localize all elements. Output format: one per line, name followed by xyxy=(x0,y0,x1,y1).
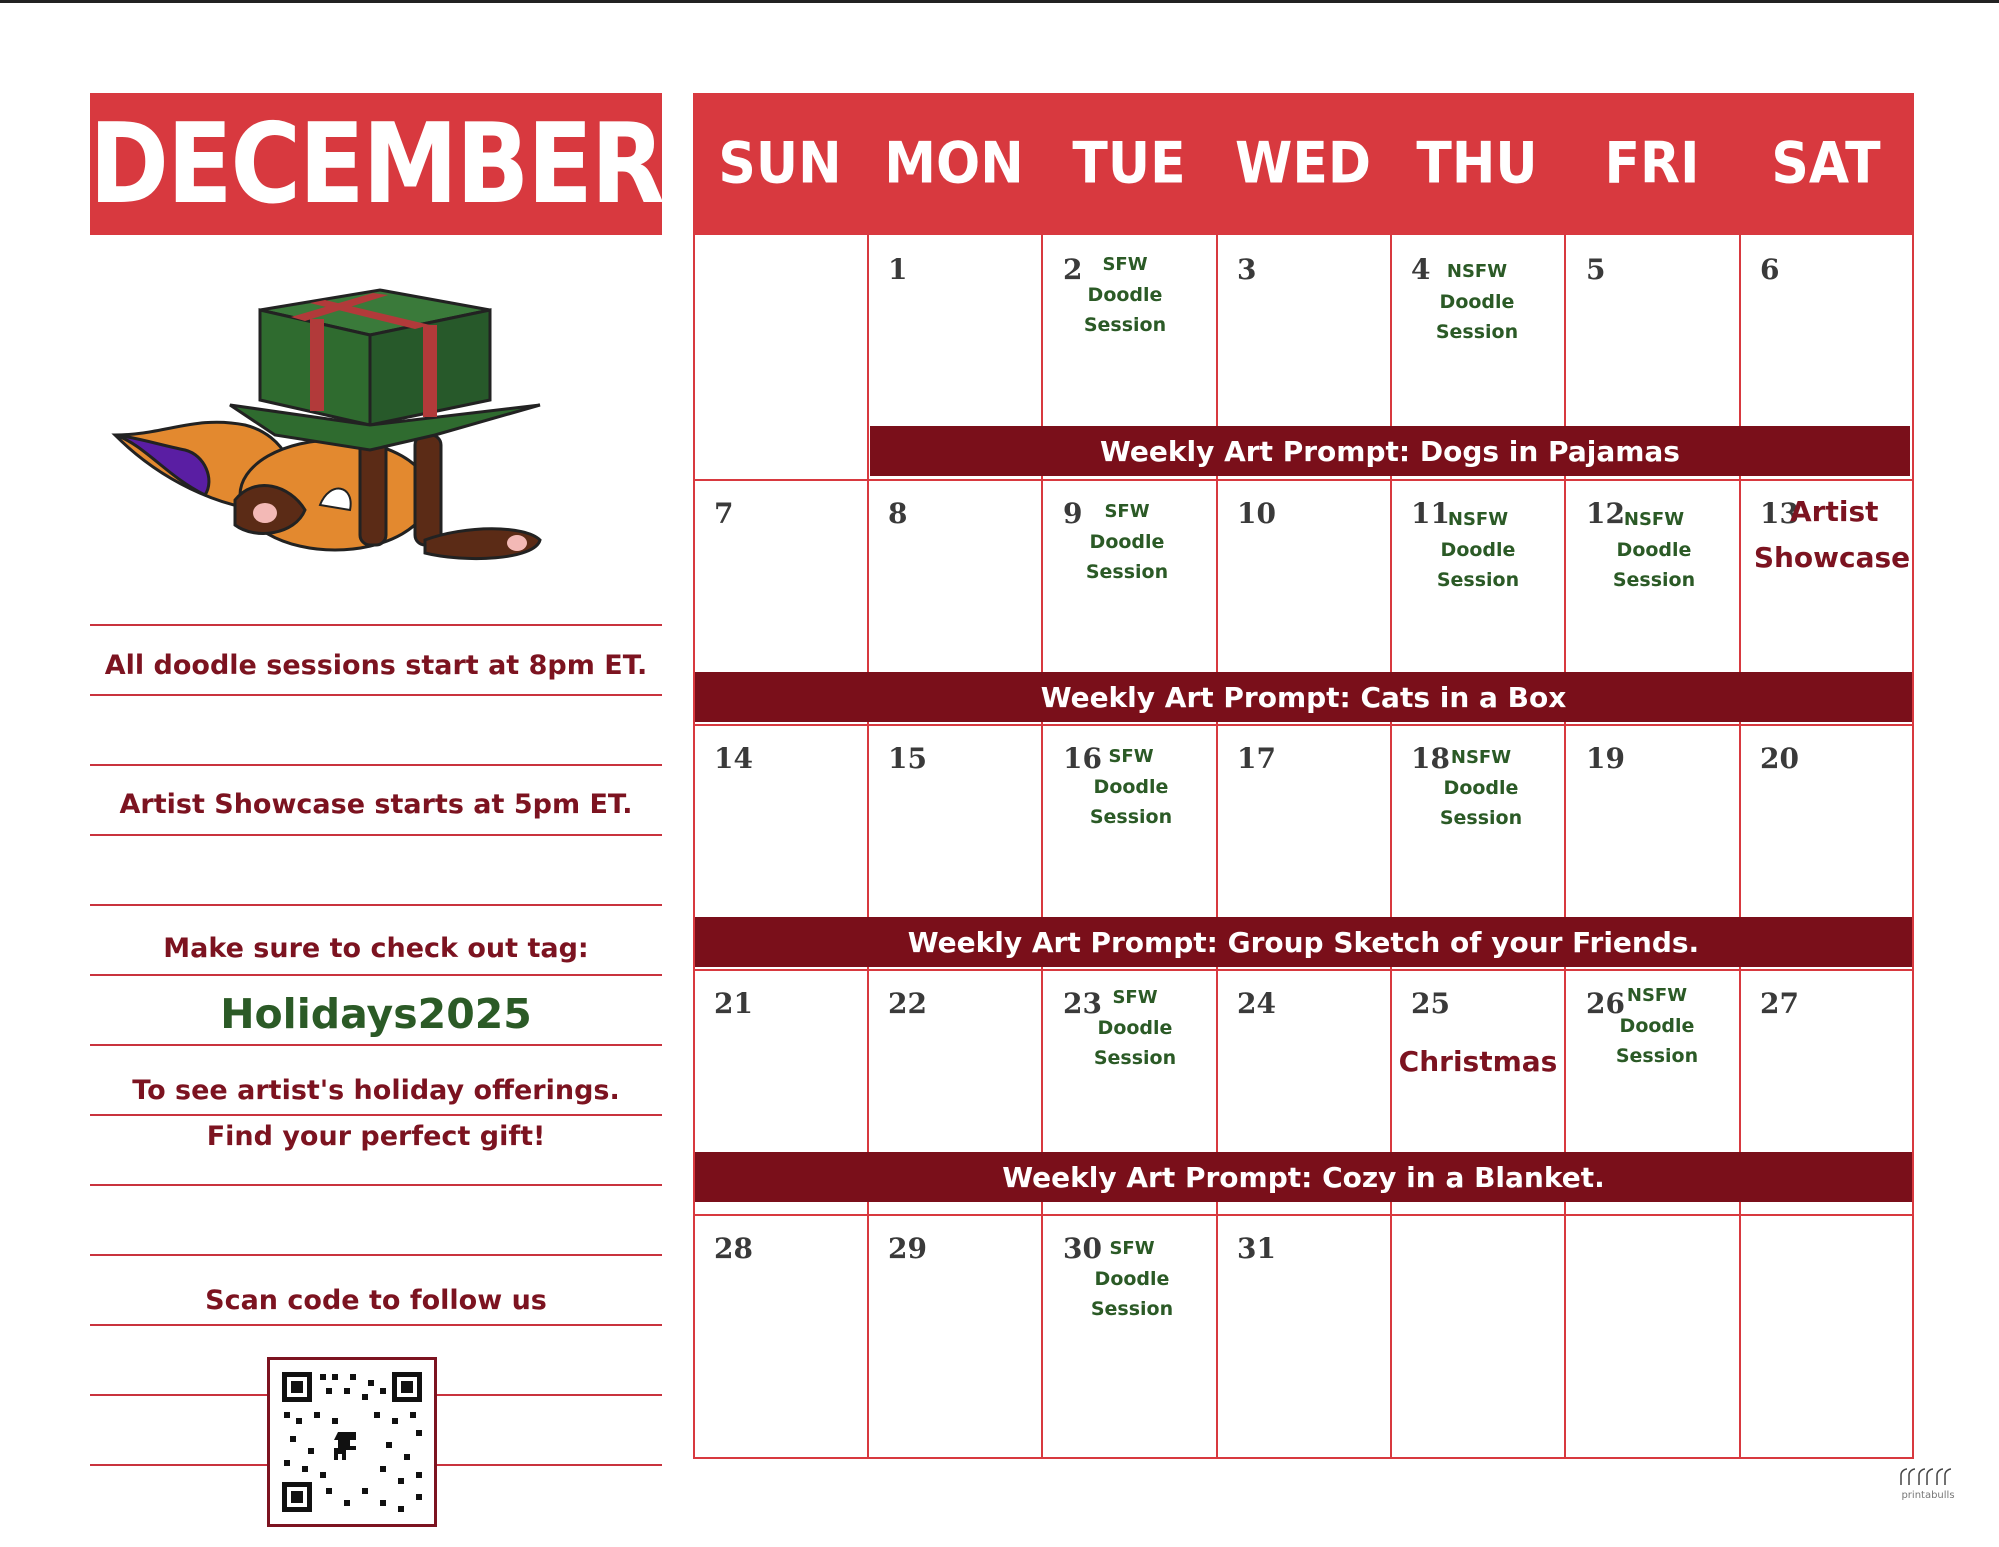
weekday-fri: FRI xyxy=(1604,131,1700,197)
ruled-line xyxy=(90,904,662,906)
artist-showcase-label-line1: Artist xyxy=(1790,495,1879,528)
christmas-label: Christmas xyxy=(1398,1045,1558,1078)
day-number: 23 xyxy=(1063,987,1102,1020)
day-number: 14 xyxy=(714,742,753,775)
day-number: 4 xyxy=(1411,253,1431,286)
day-number: 12 xyxy=(1586,497,1625,530)
nsfw-doodle-session: NSFW Doodle Session xyxy=(1612,509,1696,591)
qr-code[interactable] xyxy=(267,1357,437,1527)
day-number: 2 xyxy=(1063,253,1083,286)
weekday-wed: WED xyxy=(1234,131,1372,197)
grid-line xyxy=(1390,235,1392,1459)
brand-bull-icon xyxy=(1895,1465,1955,1489)
day-number: 6 xyxy=(1760,253,1780,286)
day-number: 11 xyxy=(1411,497,1450,530)
offerings-note: To see artist's holiday offerings. xyxy=(132,1075,620,1106)
grid-line xyxy=(1041,235,1043,1459)
sfw-doodle-session: SFW Doodle Session xyxy=(1085,501,1169,583)
day-number: 17 xyxy=(1237,742,1276,775)
day-number: 13 xyxy=(1760,497,1799,530)
qr-code-icon xyxy=(270,1360,434,1524)
sfw-doodle-session: SFW Doodle Session xyxy=(1090,1238,1174,1320)
nsfw-doodle-session: NSFW Doodle Session xyxy=(1436,509,1520,591)
grid-line xyxy=(1216,235,1218,1459)
ruled-line xyxy=(90,764,662,766)
day-number: 19 xyxy=(1586,742,1625,775)
grid-line xyxy=(693,969,1914,971)
month-title: DECEMBER xyxy=(89,99,663,229)
day-number: 1 xyxy=(888,253,908,286)
day-number: 31 xyxy=(1237,1232,1276,1265)
day-number: 7 xyxy=(714,497,734,530)
grid-line xyxy=(693,479,1914,481)
weekday-sun: SUN xyxy=(718,131,842,197)
weekday-mon: MON xyxy=(884,131,1024,197)
ruled-line xyxy=(90,1324,662,1326)
day-number: 28 xyxy=(714,1232,753,1265)
scan-code-note: Scan code to follow us xyxy=(205,1285,547,1316)
weekly-prompt-bar: Weekly Art Prompt: Dogs in Pajamas xyxy=(870,426,1910,476)
ruled-line xyxy=(90,694,662,696)
day-number: 27 xyxy=(1760,987,1799,1020)
gift-note: Find your perfect gift! xyxy=(206,1121,546,1152)
day-number: 8 xyxy=(888,497,908,530)
day-number: 9 xyxy=(1063,497,1083,530)
ruled-line xyxy=(90,974,662,976)
day-number: 18 xyxy=(1411,742,1450,775)
doodle-time-note: All doodle sessions start at 8pm ET. xyxy=(104,650,648,681)
weekday-header xyxy=(693,93,1914,235)
grid-line xyxy=(693,724,1914,726)
day-number: 22 xyxy=(888,987,927,1020)
calendar-grid xyxy=(693,235,1914,1459)
day-number: 25 xyxy=(1411,987,1450,1020)
grid-line xyxy=(867,235,869,1459)
day-number: 24 xyxy=(1237,987,1276,1020)
day-number: 21 xyxy=(714,987,753,1020)
day-number: 15 xyxy=(888,742,927,775)
nsfw-doodle-session: NSFW Doodle Session xyxy=(1615,985,1699,1067)
sfw-doodle-session: SFW Doodle Session xyxy=(1089,746,1173,828)
month-banner xyxy=(90,93,662,235)
showcase-time-note: Artist Showcase starts at 5pm ET. xyxy=(119,789,633,820)
day-number: 3 xyxy=(1237,253,1257,286)
weekday-tue: TUE xyxy=(1072,131,1186,197)
tag-text: Holidays2025 xyxy=(220,990,532,1038)
check-tag-note: Make sure to check out tag: xyxy=(163,933,589,964)
weekday-sat: SAT xyxy=(1771,131,1881,197)
day-number: 10 xyxy=(1237,497,1276,530)
ruled-line xyxy=(90,1044,662,1046)
ruled-line xyxy=(90,834,662,836)
ruled-line xyxy=(90,1114,662,1116)
brand-name: printabulls xyxy=(1901,1490,1955,1501)
artist-showcase-label-line2: Showcase xyxy=(1753,541,1911,574)
ruled-line xyxy=(90,1184,662,1186)
day-number: 20 xyxy=(1760,742,1799,775)
weekly-prompt-bar: Weekly Art Prompt: Group Sketch of your Friends. xyxy=(695,917,1912,967)
day-number: 26 xyxy=(1586,987,1625,1020)
ruled-line xyxy=(90,624,662,626)
day-number: 29 xyxy=(888,1232,927,1265)
weekday-thu: THU xyxy=(1416,131,1538,197)
weekly-prompt-bar: Weekly Art Prompt: Cozy in a Blanket. xyxy=(695,1152,1912,1202)
grid-line xyxy=(1564,235,1566,1459)
day-number: 30 xyxy=(1063,1232,1102,1265)
grid-line xyxy=(1739,235,1741,1459)
weekly-prompt-bar: Weekly Art Prompt: Cats in a Box xyxy=(695,672,1912,722)
ruled-line xyxy=(90,1254,662,1256)
sfw-doodle-session: SFW Doodle Session xyxy=(1093,987,1177,1069)
sfw-doodle-session: SFW Doodle Session xyxy=(1083,254,1167,336)
fox-under-gift-illustration xyxy=(105,285,555,575)
nsfw-doodle-session: NSFW Doodle Session xyxy=(1435,261,1519,343)
day-number: 5 xyxy=(1586,253,1606,286)
nsfw-doodle-session: NSFW Doodle Session xyxy=(1439,747,1523,829)
grid-line xyxy=(693,1214,1914,1216)
top-border xyxy=(0,0,1999,3)
day-number: 16 xyxy=(1063,742,1102,775)
